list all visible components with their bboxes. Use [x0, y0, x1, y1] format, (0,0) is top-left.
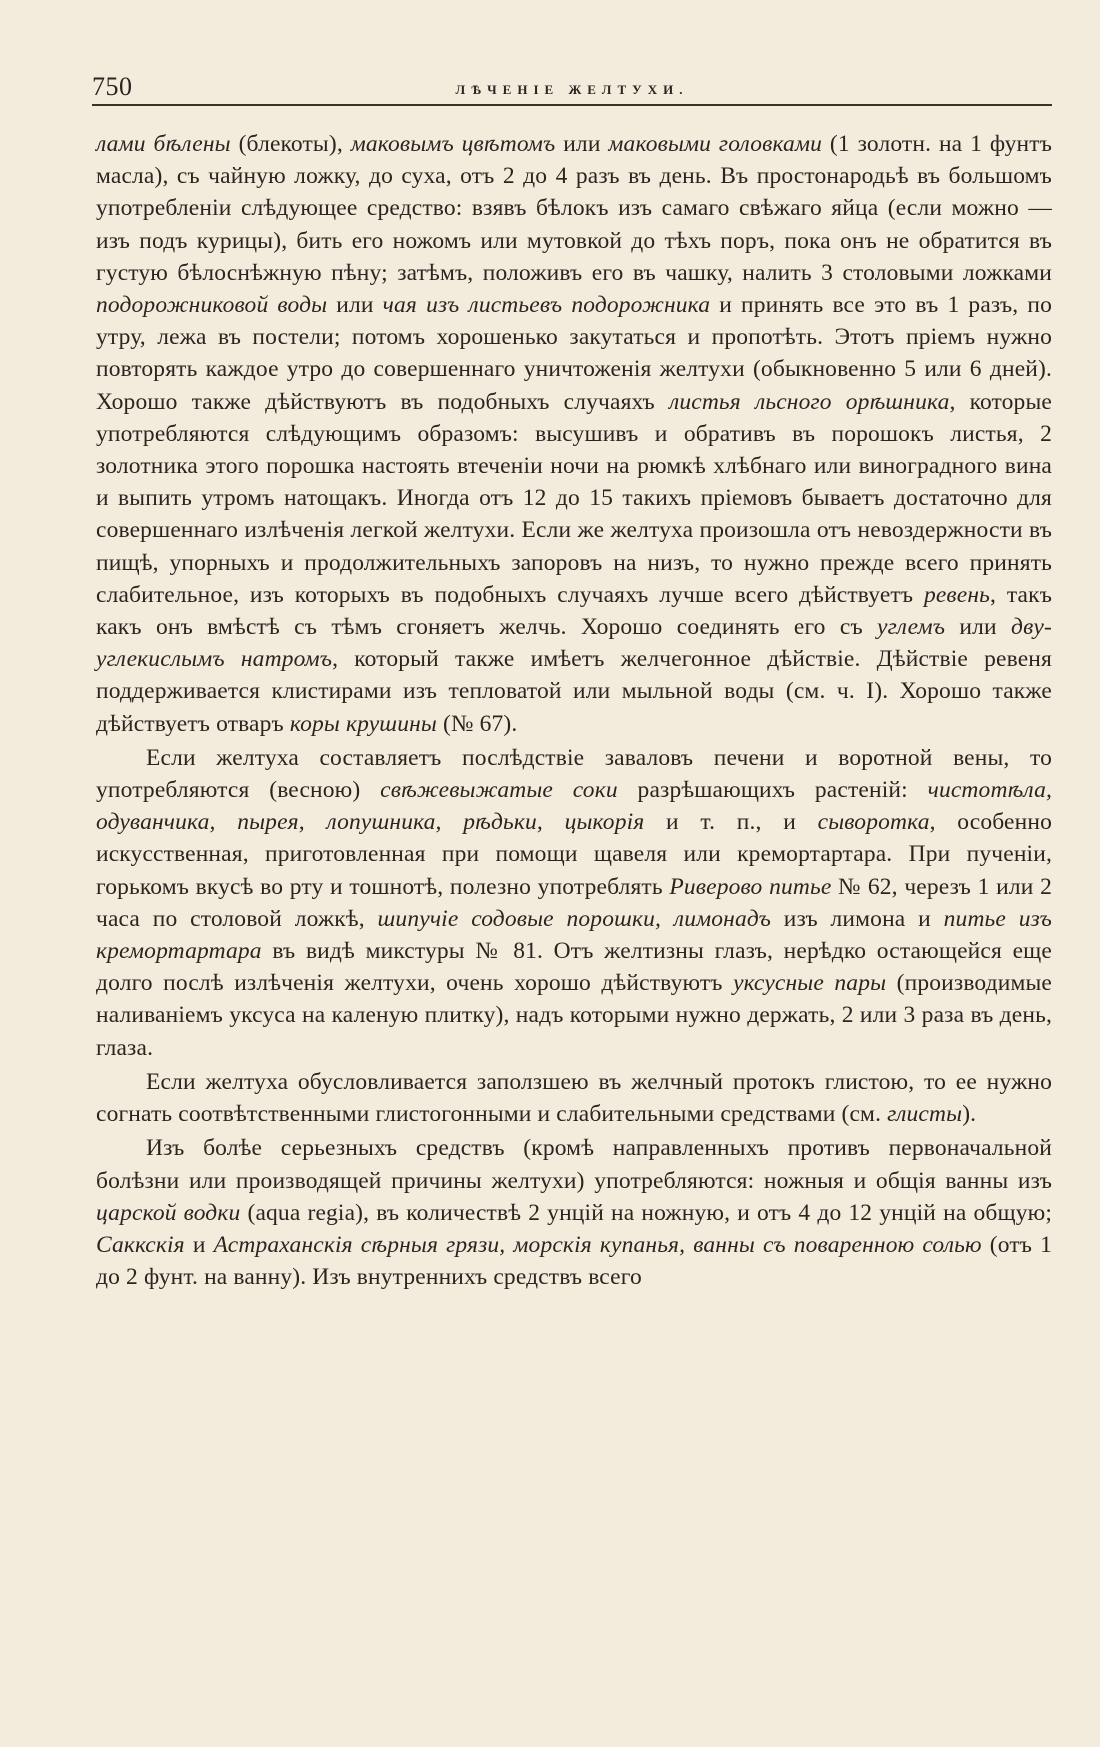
- emphasis-text: чая изъ листьевъ подорожника: [382, 292, 711, 319]
- text-run: изъ лимона и: [770, 905, 944, 932]
- header-rule: [92, 104, 1052, 106]
- text-run: Если желтуха обусловливается заползшею въ желчный протокъ глистою, то ее нужно согнать соотвѣтственными глистогонными и слабительными средствами (см.: [96, 1068, 1052, 1128]
- running-head: [92, 68, 1052, 104]
- paragraph: [96, 1132, 1052, 1293]
- text-run: разрѣшающихъ растеній:: [617, 777, 928, 804]
- text-run: или: [555, 131, 609, 157]
- emphasis-text: коры крушины: [289, 710, 437, 737]
- text-run: (1 золотн. на 1 фунтъ масла), съ чайную ложку, до суха, отъ 2 до 4 разъ въ день. Въ простонародьѣ въ большомъ употребленіи слѣдующее средство: взявъ бѣлокъ изъ самаго свѣжаго яйца (если можно — изъ подъ курицы), бить его ножомъ или мутовкой до тѣхъ поръ, пока онъ не обратится въ густую бѣлоснѣжную пѣну; затѣмъ, положивъ его въ чашку, налить 3 столовыми ложками: [96, 131, 1053, 286]
- text-run: (aqua regia), въ количествѣ 2 унцій на ножную, и отъ 4 до 12 унцій на общую;: [240, 1199, 1053, 1226]
- emphasis-text: дву-углекислымъ натромъ: [96, 614, 1052, 673]
- text-run: и: [184, 1231, 214, 1258]
- emphasis-text: глисты: [887, 1101, 963, 1128]
- text-run: Изъ болѣе серьезныхъ средствъ (кромѣ направленныхъ противъ первоначальной болѣзни или производящей причины желтухи) употребляются: ножныя и общія ванны изъ: [96, 1135, 1052, 1194]
- text-run: (производимые наливаніемъ уксуса на каленую плитку), надъ которыми нужно держать, 2 или 3 раза въ день, глаза.: [96, 970, 1052, 1061]
- text-run: (отъ 1 до 2 фунт. на ванну). Изъ внутреннихъ средствъ всего: [96, 1231, 1053, 1291]
- emphasis-text: маковымъ цвѣтомъ: [350, 131, 556, 157]
- text-run: или: [945, 614, 1012, 641]
- text-run: , которые употребляются слѣдующимъ образомъ: высушивъ и обративъ въ порошокъ листья, 2 золотника этого порошка настоять втеченіи ночи на рюмкѣ хлѣбнаго или виноградного вина и выпить утромъ натощакъ. Иногда отъ 12 до 15 такихъ пріемовъ бываетъ достаточно для совершеннаго излѣченія легкой желтухи. Если же желтуха произошла отъ невоздержности въ пищѣ, упорныхъ и продолжительныхъ запоровъ на низъ, то нужно прежде всего принять слабительное, изъ которыхъ въ подобныхъ случаяхъ лучше всего дѣйствуетъ: [96, 388, 1052, 608]
- emphasis-text: углемъ: [877, 614, 946, 641]
- emphasis-text: Риверово питье: [669, 873, 832, 900]
- emphasis-text: царской водки: [96, 1199, 241, 1226]
- emphasis-text: Астраханскія сѣрныя грязи, морскія купанья, ванны съ поваренною солью: [213, 1231, 982, 1258]
- emphasis-text: лами бѣлены: [96, 131, 231, 157]
- text-run: № 62, черезъ 1 или 2 часа по столовой ложкѣ,: [96, 873, 1052, 932]
- paragraph: [96, 128, 1052, 740]
- emphasis-text: сыворотка: [817, 809, 930, 836]
- emphasis-text: Саккскія: [96, 1231, 185, 1258]
- text-run: или: [327, 292, 383, 319]
- text-run: въ видѣ микстуры № 81. Отъ желтизны глазъ, нерѣдко остающейся еще долго послѣ излѣченія желтухи, очень хорошо дѣйствуютъ: [96, 938, 1052, 997]
- text-run: Если желтуха составляетъ послѣдствіе заваловъ печени и воротной вены, то употребляются (весною): [96, 744, 1052, 804]
- emphasis-text: подорожниковой воды: [96, 292, 328, 319]
- body-text: [96, 128, 1052, 1293]
- text-run: , такъ какъ онъ вмѣстѣ съ тѣмъ сгоняетъ желчь. Хорошо соединять его съ: [96, 581, 1052, 641]
- paragraph: [96, 742, 1052, 1064]
- text-run: и принять все это въ 1 разъ, по утру, лежа въ постели; потомъ хорошенько закутаться и пропотѣть. Этотъ пріемъ нужно повторять каждое утро до совершеннаго уничтоженія желтухи (обыкновенно 5 или 6 дней). Хорошо также дѣйствуютъ въ подобныхъ случаяхъ: [96, 292, 1052, 415]
- emphasis-text: маковыми головками: [608, 131, 822, 157]
- emphasis-text: листья льсного орѣшника: [668, 388, 950, 415]
- text-run: ).: [962, 1101, 977, 1128]
- text-run: (блекоты),: [230, 131, 351, 157]
- emphasis-text: свѣжевыжатые соки: [380, 777, 618, 804]
- emphasis-text: шипучіе содовые порошки, лимонадъ: [377, 905, 771, 932]
- text-run: , который также имѣетъ желчегонное дѣйствіе. Дѣйствіе ревеня поддерживается клистирами изъ тепловатой или мыльной воды (см. ч. I). Хорошо также дѣйствуетъ отваръ: [96, 646, 1052, 737]
- paragraph: [96, 1066, 1052, 1130]
- emphasis-text: уксусные пары: [733, 970, 887, 997]
- text-run: (№ 67).: [436, 710, 518, 737]
- text-run: , особенно искусственная, приготовленная при помощи щавеля или кремортартара. При пученіи, горькомъ вкусѣ во рту и тошнотѣ, полезно употреблять: [96, 809, 1052, 900]
- emphasis-text: ревень: [923, 581, 991, 608]
- text-run: и т. п., и: [644, 809, 818, 836]
- running-title: ЛѢЧЕНІЕ ЖЕЛТУХИ.: [455, 82, 689, 97]
- emphasis-text: питье изъ кремортартара: [96, 905, 1053, 965]
- page-number: 750: [92, 72, 133, 101]
- emphasis-text: чистотѣла, одуванчика, пырея, лопушника, рѣдьки, цыкорія: [96, 777, 1053, 836]
